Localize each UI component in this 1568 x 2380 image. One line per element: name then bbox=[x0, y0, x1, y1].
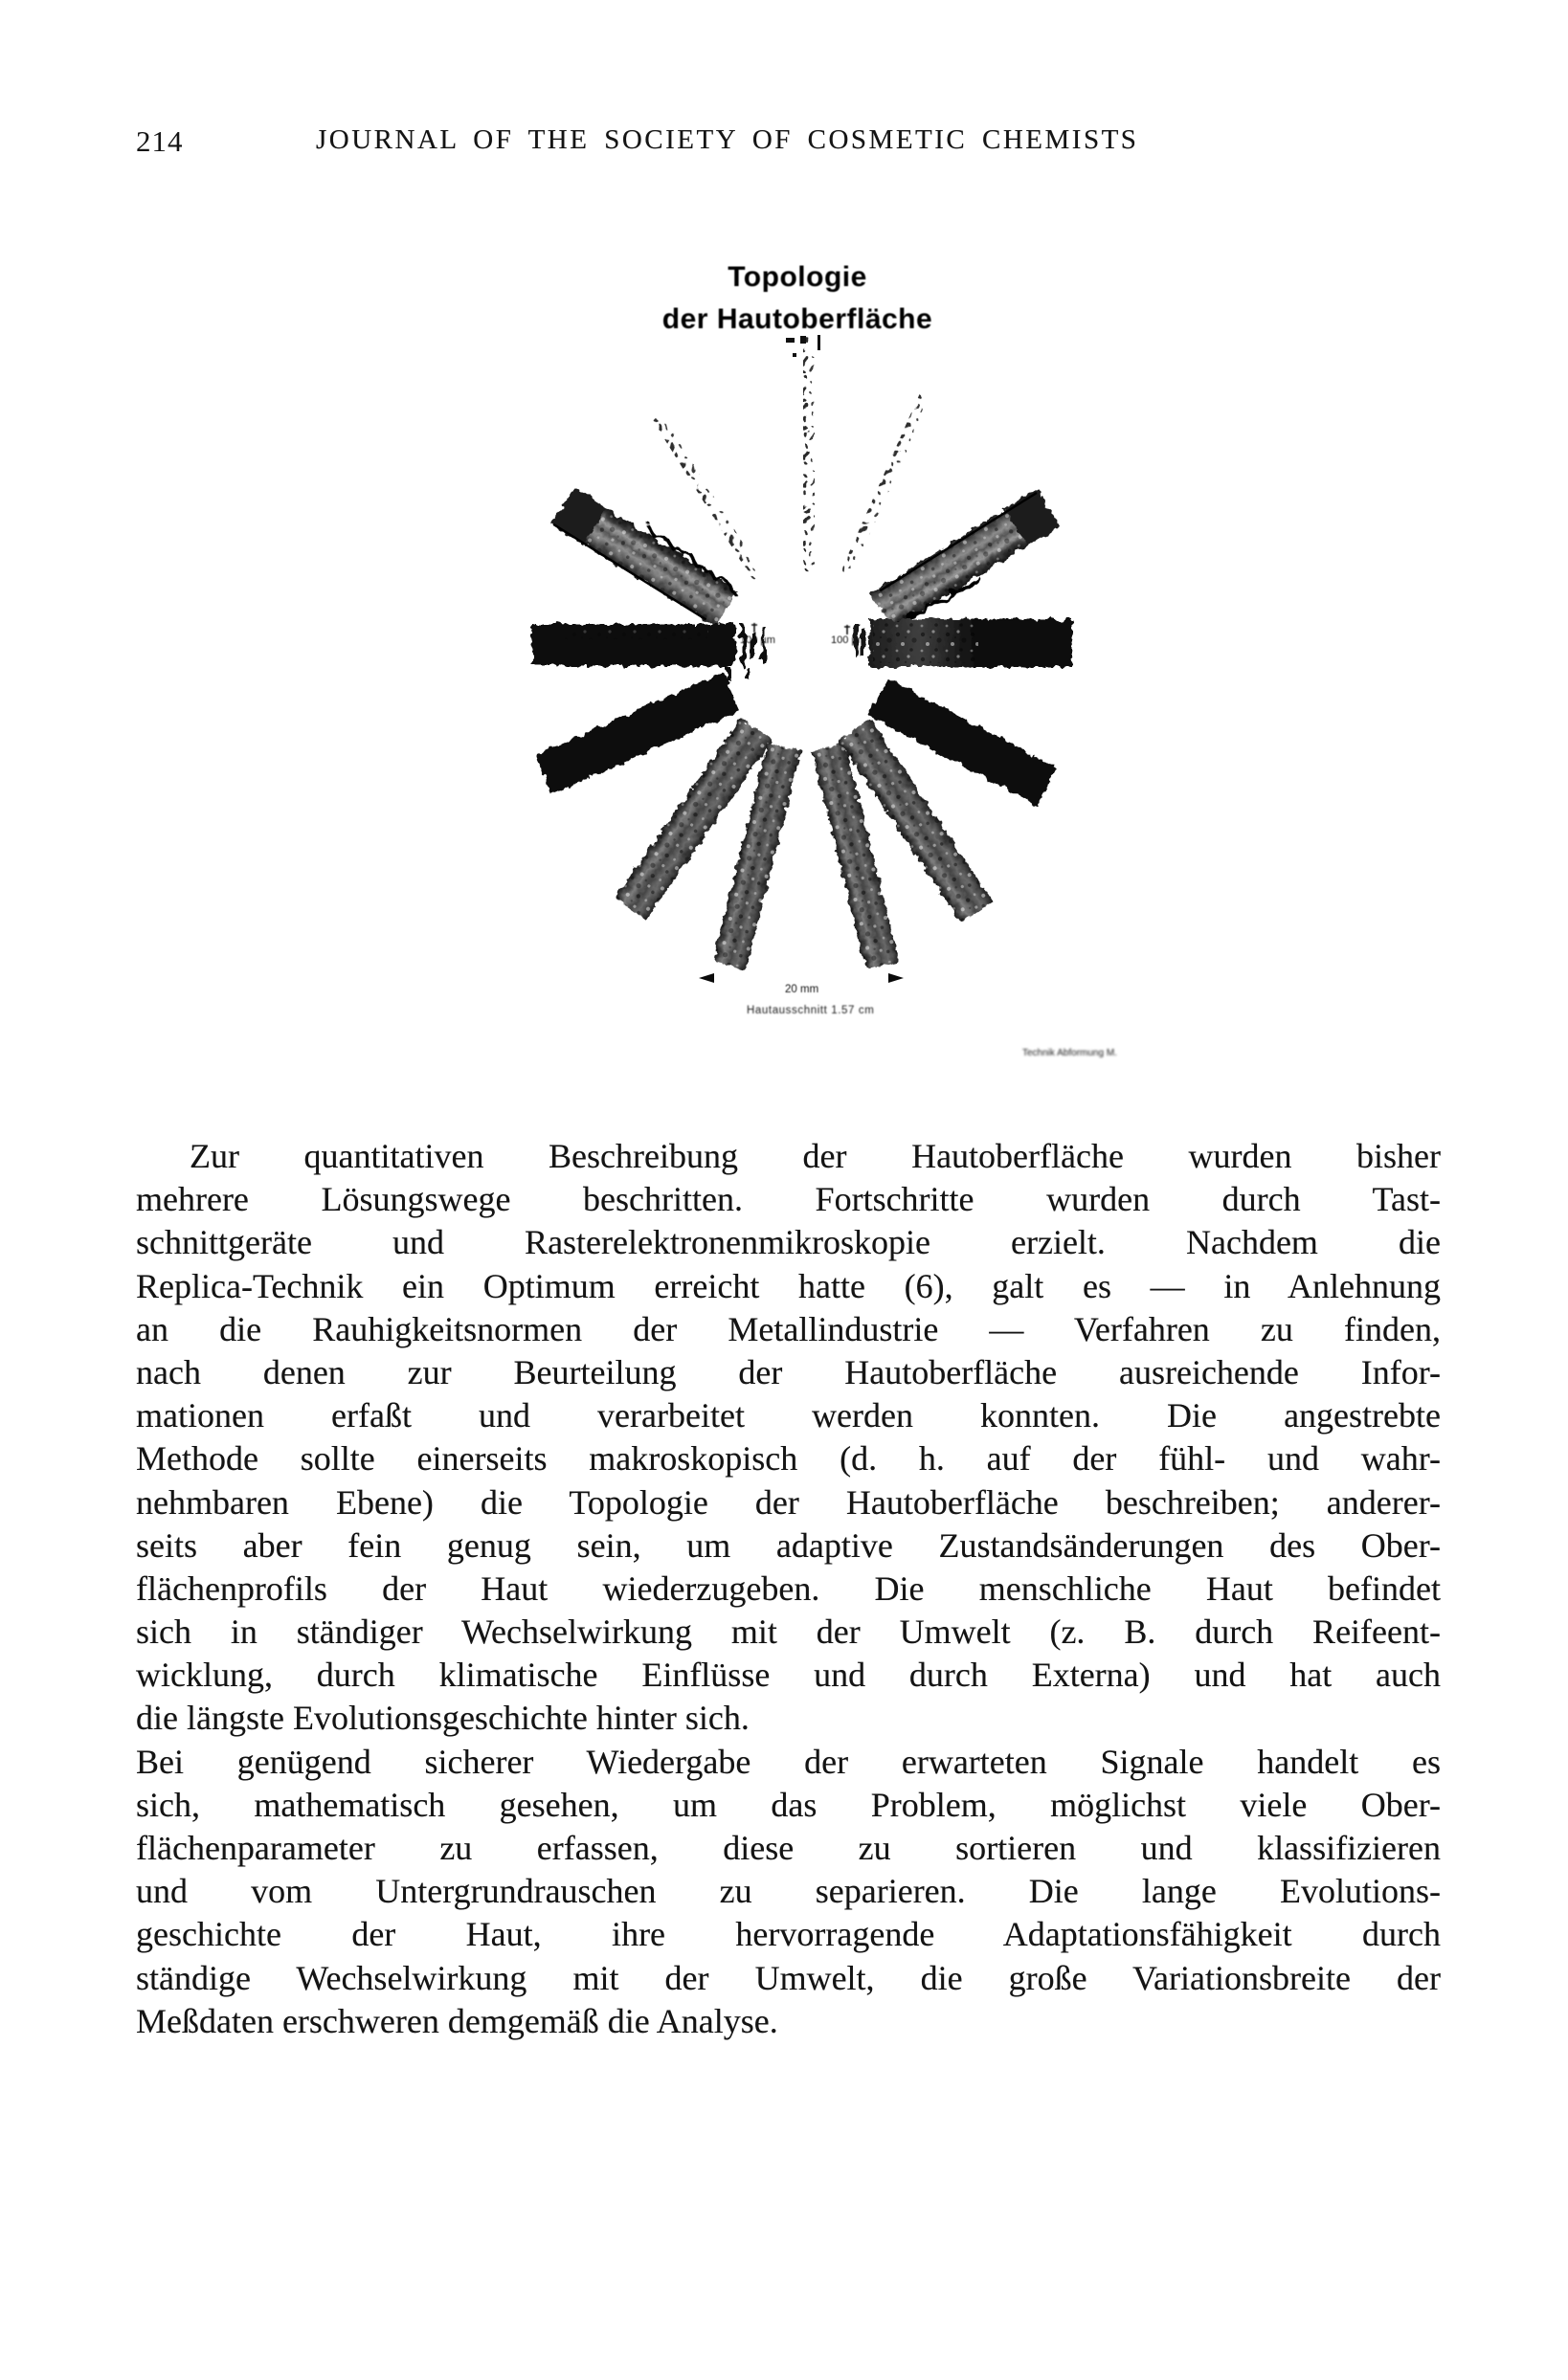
text-line: ständige Wechselwirkung mit der Umwelt, die große Variationsbreite der bbox=[136, 1958, 1441, 1997]
text-line: Replica-Technik ein Optimum erreicht hatte (6), galt es — in Anlehnung bbox=[136, 1266, 1441, 1305]
upper-left-trace-band bbox=[550, 481, 742, 628]
text-line: nehmbaren Ebene) die Topologie der Hautoberfläche beschreiben; anderer- bbox=[136, 1482, 1441, 1522]
page-number: 214 bbox=[136, 124, 184, 158]
scale-arrow-right-icon bbox=[888, 973, 904, 983]
left-horizontal-trace-band bbox=[532, 623, 766, 680]
top-stray-marks bbox=[786, 335, 820, 357]
text-line: Meßdaten erschweren demgemäß die Analyse. bbox=[136, 2001, 778, 2040]
left-tick-icon bbox=[751, 623, 757, 633]
text-line: mationen erfaßt und verarbeitet werden konnten. Die angestrebte bbox=[136, 1396, 1441, 1435]
journal-header: JOURNAL OF THE SOCIETY OF COSMETIC CHEMISTS bbox=[316, 124, 1139, 155]
text-line: Bei genügend sicherer Wiedergabe der erwarteten Signale handelt es bbox=[136, 1742, 1441, 1781]
text-line: die längste Evolutionsgeschichte hinter sich. bbox=[136, 1699, 750, 1738]
upper-speckle-traces bbox=[653, 335, 928, 578]
text-line: Methode sollte einerseits makroskopisch (d. h. auf der fühl- und wahr- bbox=[136, 1439, 1441, 1479]
text-line: mehrere Lösungswege beschritten. Fortschritte wurden durch Tast- bbox=[136, 1180, 1441, 1219]
body-text bbox=[136, 1135, 1441, 2043]
figure-caption: Hautausschnitt 1.57 cm bbox=[747, 1005, 875, 1016]
right-tick-icon bbox=[844, 625, 850, 634]
text-line: wicklung, durch klimatische Einflüsse und durch Externa) und hat auch bbox=[136, 1656, 1441, 1695]
text-line: an die Rauhigkeitsnormen der Metallindustrie — Verfahren zu finden, bbox=[136, 1309, 1441, 1348]
figure-title-line2: der Hautoberfläche bbox=[661, 303, 933, 335]
fine-print-illegible: Technik Abformung M. bbox=[1022, 1048, 1117, 1058]
scale-label-left: 100 µm bbox=[740, 634, 775, 646]
text-line: sich, mathematisch gesehen, um das Problem, möglichst viele Ober- bbox=[136, 1785, 1441, 1824]
text-line: geschichte der Haut, ihre hervorragende Adaptationsfähigkeit durch bbox=[136, 1915, 1441, 1954]
bottom-speckle-trace bbox=[794, 745, 810, 974]
text-line: schnittgeräte und Rasterelektronenmikroskopie erzielt. Nachdem die bbox=[136, 1223, 1441, 1262]
scale-arrow-left-icon bbox=[699, 973, 714, 983]
text-line: Zur quantitativen Beschreibung der Hautoberfläche wurden bisher bbox=[190, 1137, 1441, 1175]
text-line: und vom Untergrundrauschen zu separieren. Die lange Evolutions- bbox=[136, 1872, 1441, 1911]
scale-label-right: 100 µm bbox=[831, 634, 866, 646]
text-line: seits aber fein genug sein, um adaptive Zustandsänderungen des Ober- bbox=[136, 1525, 1441, 1565]
figure-title-line1: Topologie bbox=[728, 261, 867, 293]
text-line: flächenprofils der Haut wiederzugeben. Die menschliche Haut befindet bbox=[136, 1568, 1441, 1608]
figure-title bbox=[510, 256, 1085, 341]
running-head bbox=[0, 124, 1568, 163]
skin-topology-starburst-figure bbox=[421, 330, 1187, 1067]
bottom-scale bbox=[699, 973, 1117, 1058]
scale-bottom-label: 20 mm bbox=[785, 984, 819, 995]
text-line: flächenparameter zu erfassen, diese zu sortieren und klassifizieren bbox=[136, 1829, 1441, 1867]
upper-right-trace-band bbox=[870, 489, 1062, 634]
center-scale-labels bbox=[740, 623, 866, 646]
text-line: sich in ständiger Wechselwirkung mit der Umwelt (z. B. durch Reifeent- bbox=[136, 1613, 1441, 1652]
text-line: nach denen zur Beurteilung der Hautoberfläche ausreichende Infor- bbox=[136, 1352, 1441, 1391]
right-horizontal-trace-band bbox=[854, 619, 1072, 667]
